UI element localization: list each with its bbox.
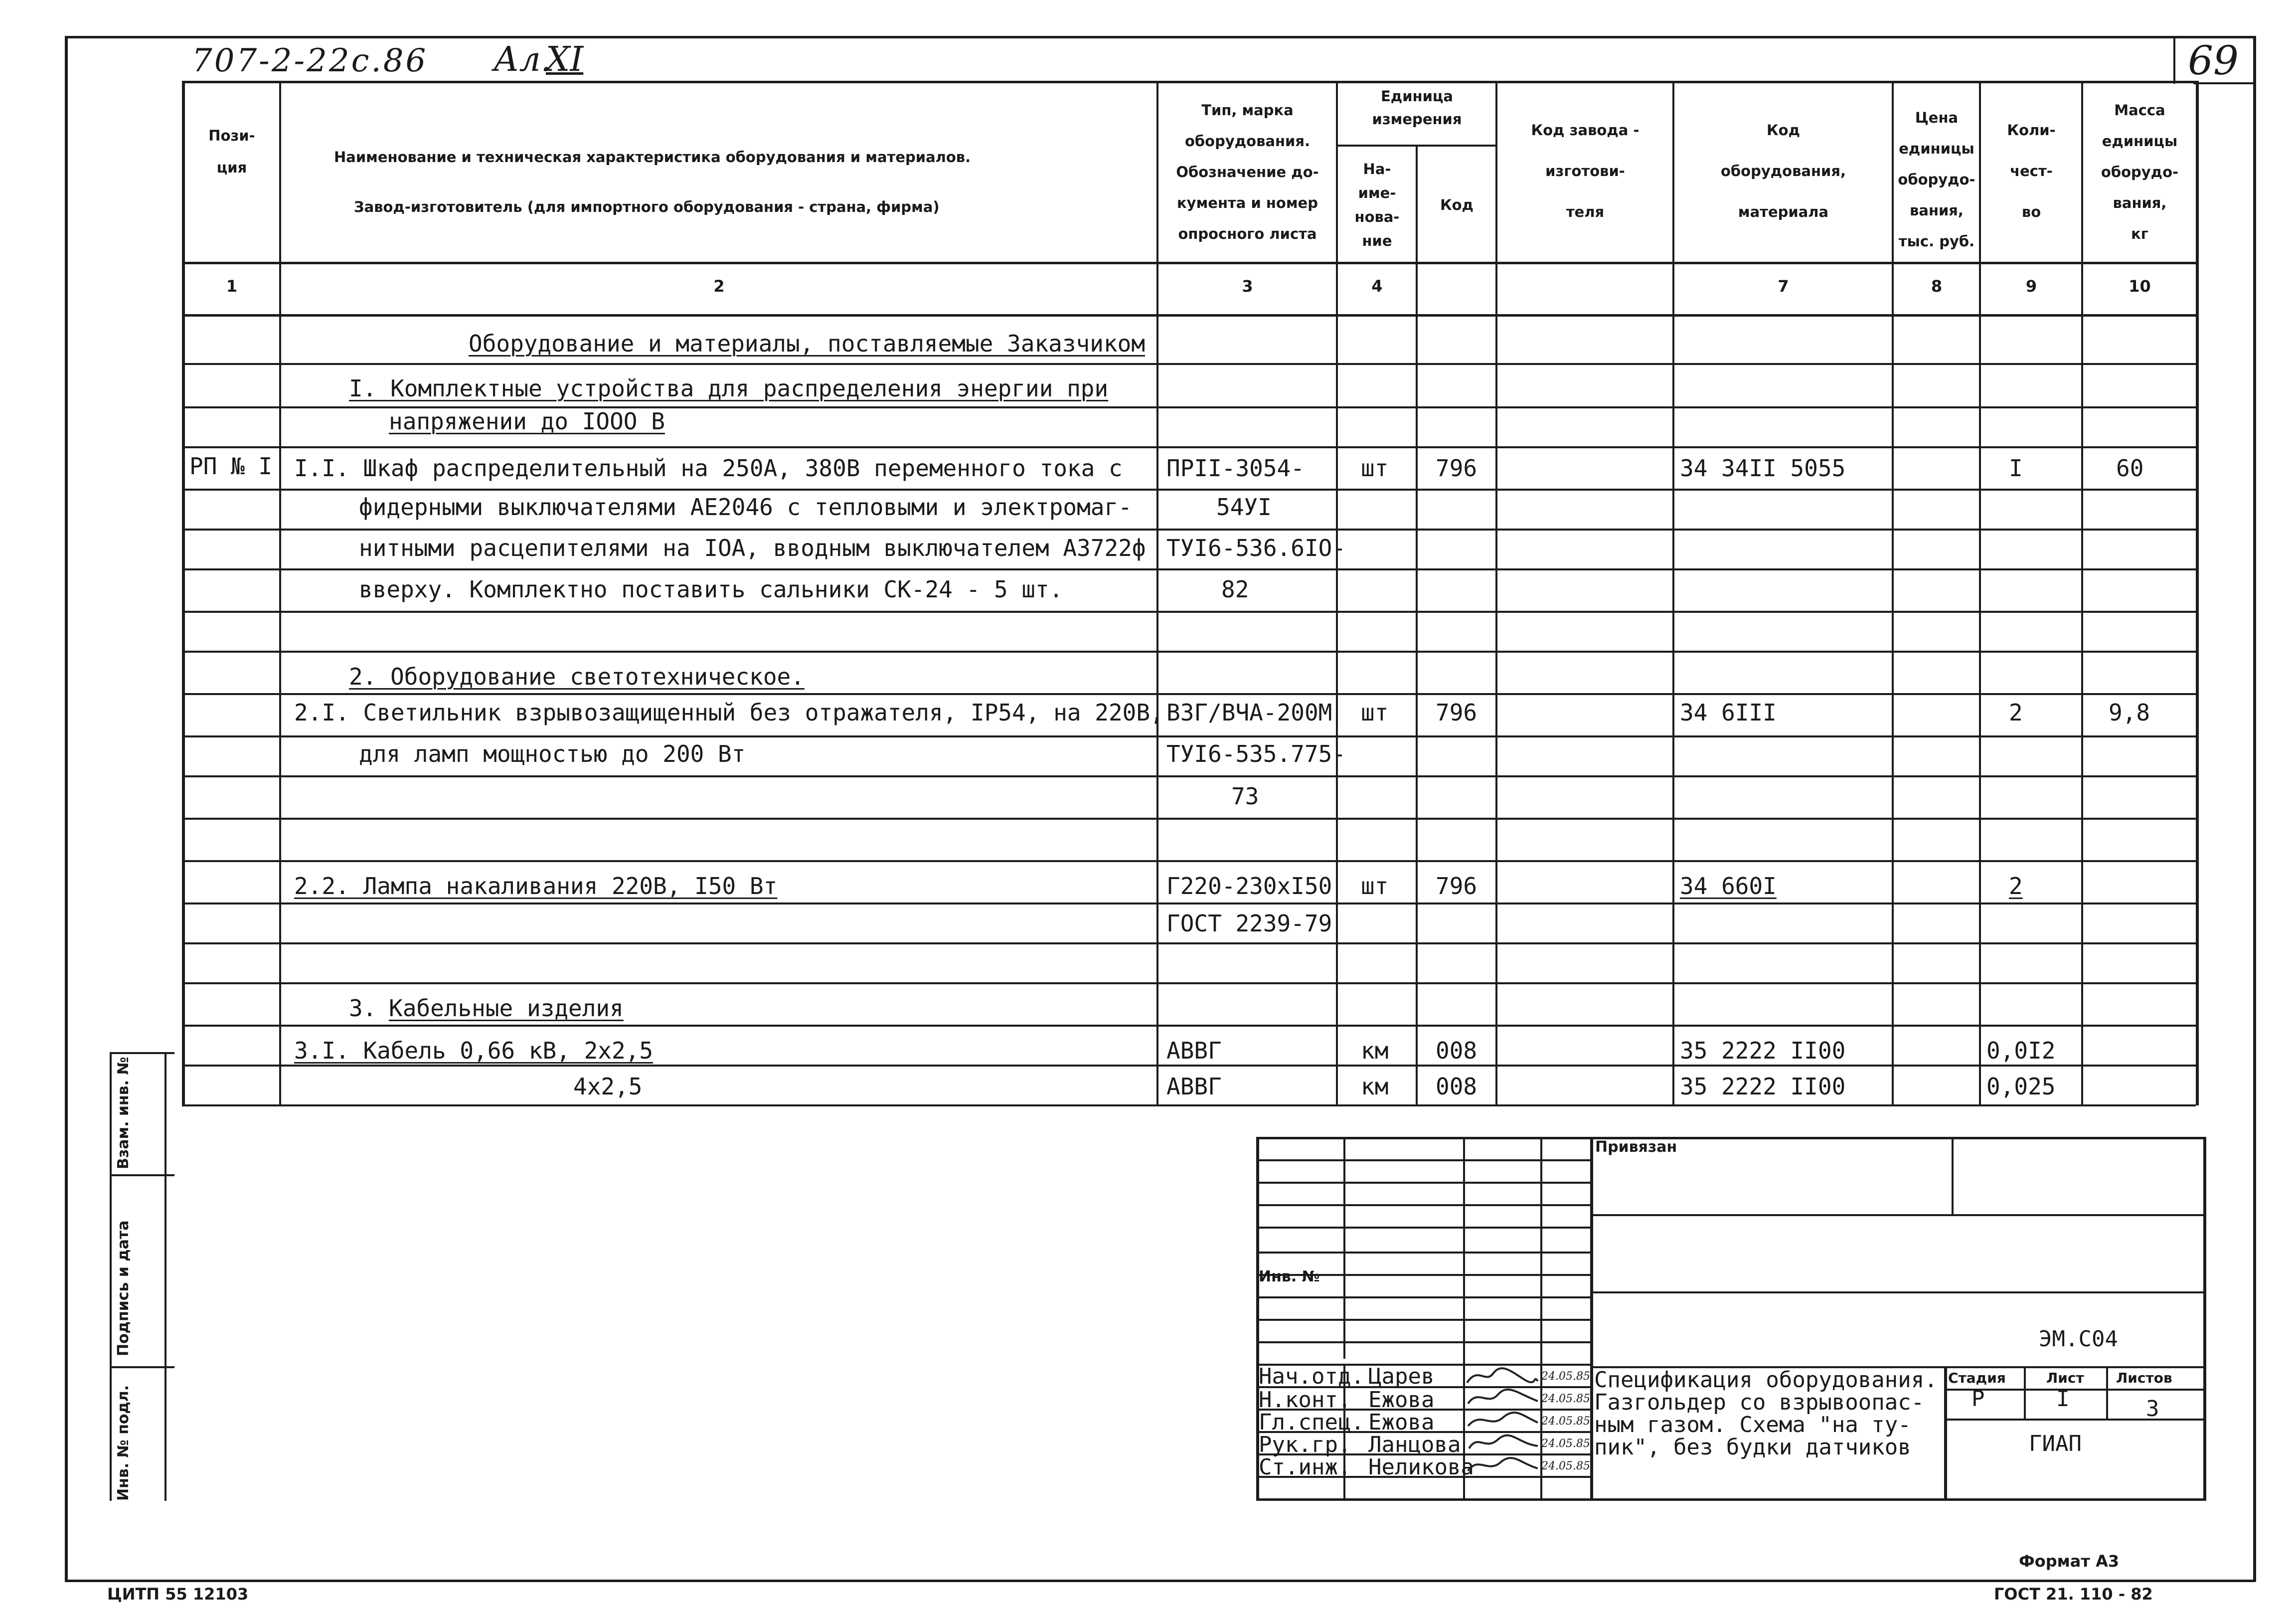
col-line	[1495, 81, 1497, 1105]
row-5-unit: км	[1361, 1073, 1389, 1100]
table-left-line	[182, 81, 185, 1105]
binding-strip-line	[110, 1366, 174, 1368]
row-line	[182, 775, 2196, 777]
row-4-unit: км	[1361, 1037, 1389, 1064]
binding-strip-line	[110, 1052, 112, 1501]
col-line	[1156, 81, 1158, 1105]
row-line	[182, 568, 2196, 570]
col-line	[2081, 81, 2083, 1105]
stamp-name: Ежова	[1368, 1410, 1435, 1435]
stamp-title-line2: Газгольдер со взрывоопас-	[1594, 1390, 1925, 1415]
row-1-position: РП № I	[189, 453, 273, 480]
section-title: Оборудование и материалы, поставляемые Заказчиком	[469, 330, 1146, 357]
stamp-title-line4: пик", без будки датчиков	[1594, 1435, 1911, 1460]
row-5-equipment-code: 35 2222 II00	[1680, 1073, 1846, 1100]
stamp-date: 24.05.85	[1541, 1370, 1590, 1383]
stamp-role: Нач.отд.	[1259, 1364, 1364, 1389]
stamp-info-divider	[1944, 1366, 1947, 1498]
row-1-quantity: I	[2009, 455, 2023, 482]
header-name: Наименование и техническая характеристика оборудования и материалов. Завод-изготовитель (для импортного оборудования - страна, фирма)	[334, 149, 971, 215]
row-line	[182, 735, 2196, 737]
stamp-doc-code: ЭМ.С04	[2039, 1326, 2118, 1352]
header-price: Цена единицы оборудо- вания, тыс. руб.	[1898, 109, 1975, 250]
row-line	[182, 651, 2196, 653]
stamp-name: Царев	[1368, 1364, 1435, 1389]
header-mass: Масса единицы оборудо- вания, кг	[2101, 102, 2179, 242]
column-number: 1	[226, 277, 238, 296]
stamp-role: Рук.гр.	[1259, 1432, 1351, 1457]
stamp-top-line	[1256, 1137, 2206, 1139]
stamp-bottom-line	[1256, 1498, 2206, 1501]
stamp-organization: ГИАП	[2029, 1431, 2082, 1456]
stamp-stage-line	[1944, 1419, 2203, 1421]
row-2-type-line2: ТУI6-535.775-	[1166, 740, 1346, 767]
row-1-name-line3: нитными расцепителями на IОА, вводным выключателем А3722ф	[359, 535, 1146, 561]
stamp-title-line3: ным газом. Схема "на ту-	[1594, 1412, 1911, 1438]
row-line	[182, 982, 2196, 984]
header-unit-group: Единица измерения	[1372, 88, 1462, 128]
row-4-quantity: 0,0I2	[1986, 1037, 2056, 1064]
row-line	[182, 363, 2196, 365]
stamp-stage-col	[2106, 1366, 2108, 1419]
row-1-type-line1: ПРII-3054-	[1166, 455, 1305, 482]
page-number: 69	[2188, 37, 2239, 84]
row-1-mass: 60	[2116, 455, 2144, 482]
binding-strip-line	[110, 1052, 174, 1054]
row-line	[182, 1065, 2196, 1067]
header-unit-code: Код	[1440, 196, 1474, 213]
stamp-stage-value: Р	[1971, 1386, 1985, 1412]
stamp-sheet-value: I	[2056, 1386, 2070, 1412]
row-1-type-line2: 54УI	[1216, 494, 1272, 521]
row-2-quantity: 2	[2009, 699, 2023, 726]
row-5-quantity: 0,025	[1986, 1073, 2056, 1100]
column-number: 7	[1778, 277, 1789, 296]
column-number: 10	[2129, 277, 2151, 296]
header-unit-name: На- име- нова- ние	[1354, 161, 1400, 249]
col-line	[279, 81, 281, 1105]
stamp-date: 24.05.85	[1541, 1438, 1590, 1450]
binding-label-replacement-inv: Взам. инв. №	[115, 1057, 132, 1169]
stamp-sheets-value: 3	[2146, 1396, 2159, 1422]
row-1-name-line4: вверху. Комплектно поставить сальники СК-24 - 5 шт.	[359, 576, 1063, 603]
row-1-equipment-code: 34 34II 5055	[1680, 455, 1846, 482]
row-line	[182, 693, 2196, 695]
stamp-sheet-label: Лист	[2046, 1370, 2084, 1386]
album-number: XI	[546, 40, 584, 79]
album-label: Ал.	[493, 40, 552, 79]
stamp-role: Ст.инж.	[1259, 1454, 1351, 1480]
section-1-line1: I. Комплектные устройства для распределения энергии при	[349, 375, 1109, 402]
signature-marks	[1463, 1364, 1540, 1498]
row-1-name-line1: I.I. Шкаф распределительный на 250А, 380В переменного тока с	[294, 455, 1123, 482]
header-quantity: Коли- чест- во	[2007, 122, 2056, 220]
stamp-role: Гл.спец.	[1259, 1410, 1364, 1435]
row-line	[182, 942, 2196, 944]
binding-label-signature-date: Подпись и дата	[115, 1220, 132, 1356]
header-position: Пози- ция	[208, 127, 255, 176]
frame-top	[65, 36, 2256, 38]
frame-bottom	[65, 1580, 2256, 1582]
row-3-unit: шт	[1361, 873, 1389, 900]
footer-left-code: ЦИТП 55 12103	[107, 1585, 249, 1604]
row-line	[182, 860, 2196, 862]
row-1-name-line2: фидерными выключателями АЕ2046 с тепловыми и электромаг-	[359, 494, 1132, 521]
table-right-line	[2196, 81, 2199, 1105]
row-3-unit-code: 796	[1436, 873, 1477, 900]
row-2-unit-code: 796	[1436, 699, 1477, 726]
row-1-type-line3: ТУI6-536.6IО-	[1166, 535, 1346, 561]
stamp-date: 24.05.85	[1541, 1415, 1590, 1428]
row-2-type-line3: 73	[1231, 783, 1259, 810]
binding-label-inv-original: Инв. № подл.	[115, 1385, 132, 1501]
row-3-quantity: 2	[2009, 873, 2023, 900]
stamp-attached-label: Привязан	[1595, 1138, 1677, 1156]
stamp-date: 24.05.85	[1541, 1460, 1590, 1472]
row-line	[182, 1025, 2196, 1027]
binding-strip-line	[110, 1174, 174, 1176]
frame-left	[65, 36, 68, 1582]
row-3-name: 2.2. Лампа накаливания 220В, I50 Вт	[294, 873, 778, 900]
row-2-mass: 9,8	[2109, 699, 2150, 726]
row-5-name: 4х2,5	[573, 1073, 643, 1100]
row-4-type: АВВГ	[1166, 1037, 1222, 1064]
row-3-type-line1: Г220-230хI50	[1166, 873, 1332, 900]
footer-gost: ГОСТ 21. 110 - 82	[1994, 1585, 2153, 1604]
stamp-date: 24.05.85	[1541, 1393, 1590, 1405]
row-2-name-line2: для ламп мощностью до 200 Вт	[359, 740, 746, 767]
column-number: 9	[2025, 277, 2037, 296]
footer-format: Формат А3	[2019, 1552, 2120, 1571]
row-3-type-line2: ГОСТ 2239-79	[1166, 910, 1332, 937]
row-4-equipment-code: 35 2222 II00	[1680, 1037, 1846, 1064]
stamp-sheets-label: Листов	[2116, 1370, 2172, 1386]
stamp-grid-col	[1343, 1137, 1345, 1359]
stamp-attached-divider	[1952, 1137, 1954, 1214]
document-code: 707-2-22с.86	[192, 42, 428, 79]
stamp-mid-line	[1590, 1291, 2203, 1293]
col-line	[1336, 81, 1338, 1105]
stamp-stage-col	[2024, 1366, 2026, 1419]
row-2-type-line1: ВЗГ/ВЧА-200М	[1166, 699, 1332, 726]
binding-strip-line	[164, 1052, 166, 1501]
row-line	[182, 529, 2196, 531]
col-line	[1979, 81, 1981, 1105]
row-5-type: АВВГ	[1166, 1073, 1222, 1100]
row-line	[182, 611, 2196, 613]
column-number: 4	[1371, 277, 1383, 296]
section-3-title: Кабельные изделия	[389, 995, 624, 1022]
header-equipment-code: Код оборудования, материала	[1720, 122, 1846, 220]
section-2-title: 2. Оборудование светотехническое.	[349, 663, 805, 690]
col-line	[1892, 81, 1894, 1105]
row-line	[182, 446, 2196, 448]
row-1-unit: шт	[1361, 455, 1389, 482]
stamp-grid-col	[1590, 1137, 1593, 1498]
stamp-name: Ланцова	[1368, 1432, 1461, 1457]
row-2-unit: шт	[1361, 699, 1389, 726]
section-3-number: 3.	[349, 995, 377, 1022]
row-line	[182, 1104, 2196, 1106]
col-line	[1672, 81, 1674, 1105]
stamp-inv-label: Инв. №	[1259, 1268, 1320, 1285]
stamp-stage-label: Стадия	[1948, 1370, 2006, 1386]
row-1-unit-code: 796	[1436, 455, 1477, 482]
header-factory-code: Код завода - изготови- теля	[1531, 122, 1640, 220]
page-box-left	[2173, 36, 2175, 84]
row-line	[182, 489, 2196, 491]
table-top-line	[182, 81, 2196, 83]
stamp-attached-line	[1590, 1214, 2203, 1216]
frame-right	[2253, 36, 2256, 1582]
row-line	[182, 902, 2196, 904]
col-line	[1416, 145, 1418, 1105]
row-4-name: 3.I. Кабель 0,66 кВ, 2х2,5	[294, 1037, 654, 1064]
column-number: 8	[1931, 277, 1943, 296]
row-2-equipment-code: 34 6III	[1680, 699, 1777, 726]
header-type: Тип, марка оборудования. Обозначение до- кумента и номер опросного листа	[1176, 102, 1319, 242]
row-1-type-line4: 82	[1221, 576, 1249, 603]
row-5-unit-code: 008	[1436, 1073, 1477, 1100]
stamp-right-line	[2203, 1137, 2206, 1501]
colnum-bottom-line	[182, 314, 2196, 317]
row-2-name-line1: 2.I. Светильник взрывозащищенный без отражателя, IР54, на 220В,	[294, 699, 1164, 726]
row-line	[182, 818, 2196, 820]
column-number: 2	[713, 277, 725, 296]
column-number: 3	[1242, 277, 1253, 296]
stamp-title-line1: Спецификация оборудования.	[1594, 1367, 1938, 1393]
stamp-role: Н.конт.	[1259, 1387, 1351, 1413]
stamp-name: Неликова	[1368, 1454, 1474, 1480]
section-1-line2: напряжении до IООО В	[389, 408, 665, 435]
row-3-equipment-code: 34 660I	[1680, 873, 1777, 900]
stamp-name: Ежова	[1368, 1387, 1435, 1413]
row-4-unit-code: 008	[1436, 1037, 1477, 1064]
header-bottom-line	[182, 262, 2196, 264]
